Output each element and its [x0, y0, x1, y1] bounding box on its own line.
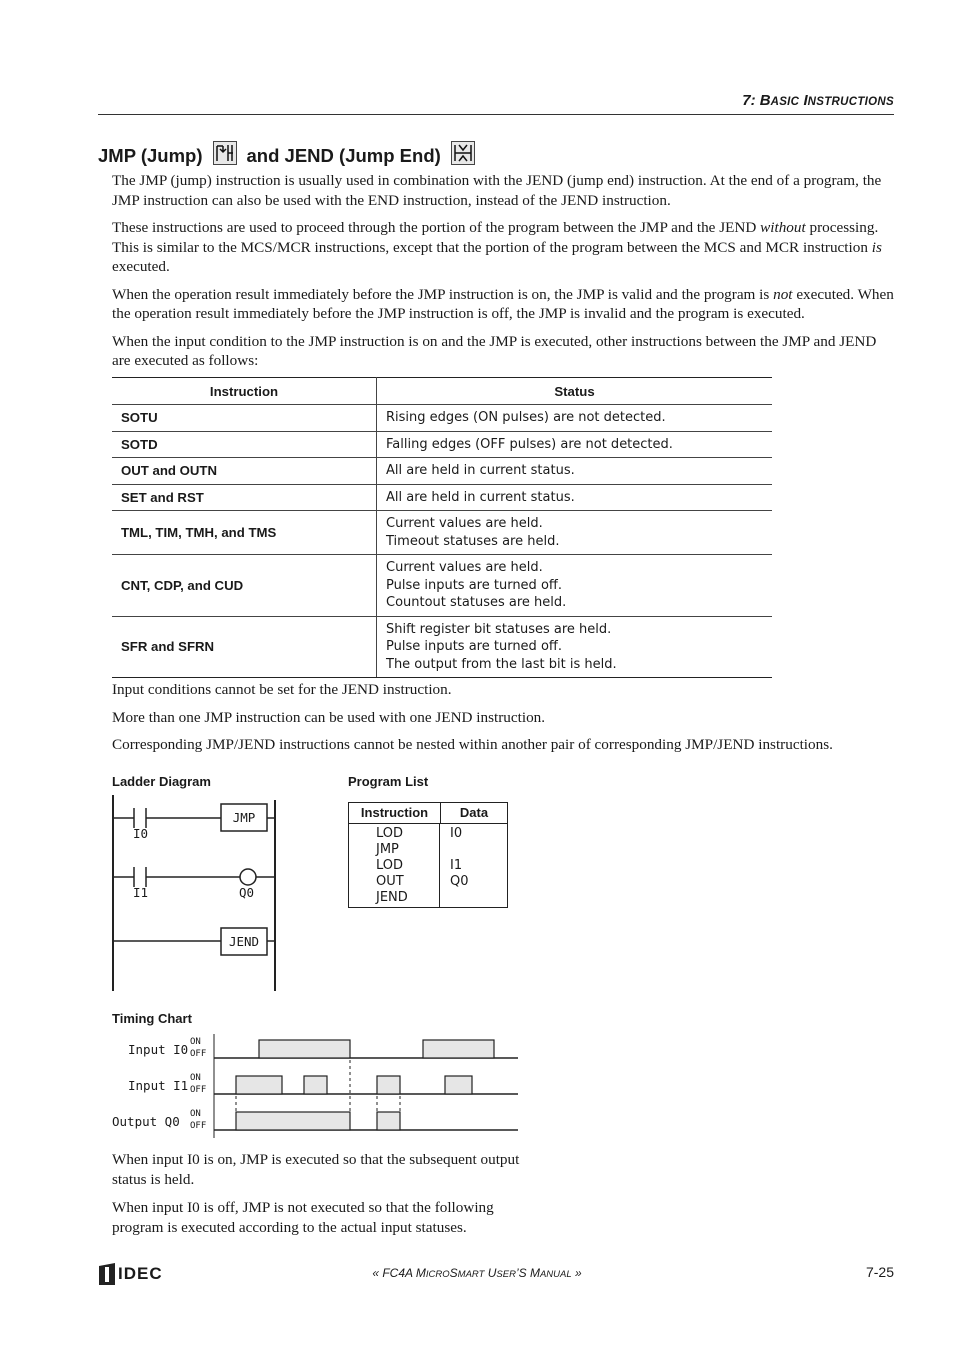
notes	[112, 680, 894, 763]
note-2: More than one JMP instruction can be used with one JEND instruction.	[112, 708, 546, 726]
table-cell-status	[377, 511, 773, 555]
note-1: Input conditions cannot be set for the JEND instruction.	[112, 681, 452, 698]
on-label: ON	[190, 1073, 201, 1083]
table-header-instruction: Instruction	[112, 378, 377, 405]
table-cell-instruction: SFR and SFRN	[112, 616, 377, 678]
program-list-body	[349, 824, 507, 907]
explanation-1: When input I0 is on, JMP is executed so that the subsequent output status is held.	[112, 1151, 520, 1188]
footer-title-part: ANUAL	[539, 1269, 572, 1280]
chapter-title-initial: B	[759, 92, 771, 109]
input-i0-pulse	[259, 1040, 350, 1058]
program-list-instruction: LOD	[376, 858, 404, 873]
footer-manual-title	[0, 1266, 954, 1280]
jmp-toolbar-icon	[213, 141, 237, 170]
p2-part-a: These instructions are used to proceed through the portion of the program between the JMP and the JEND	[112, 219, 761, 236]
p3-part-b: executed. When the operation result immediately before the JMP instruction is off, the JMP is invalid and the program is executed.	[112, 285, 894, 322]
explanations	[112, 1150, 522, 1246]
status-line: Pulse inputs are turned off.	[386, 577, 562, 593]
on-off-legend	[190, 1036, 206, 1060]
off-label: OFF	[190, 1085, 207, 1095]
p3-emphasis-not: not	[773, 285, 793, 303]
program-list-header-data: Data	[459, 805, 489, 820]
program-list-data	[450, 842, 507, 858]
contact-i0	[113, 808, 221, 828]
footer-title-part: U	[484, 1266, 497, 1280]
program-list-instruction-column	[349, 824, 440, 907]
footer-title-part: ’S M	[515, 1266, 540, 1280]
table-cell-status	[377, 405, 773, 432]
status-line: Pulse inputs are turned off.	[386, 639, 562, 654]
table-cell-status	[377, 555, 773, 617]
chapter-title-rest: ASIC	[770, 96, 800, 108]
table-cell-status	[377, 616, 773, 678]
header-rule	[98, 114, 894, 115]
footer-title-part: S	[449, 1266, 458, 1280]
program-list-data: Q0	[450, 874, 469, 889]
title-jmp: JMP (Jump)	[98, 144, 203, 166]
contact-i1-label: I1	[133, 885, 149, 900]
footer-title-part: « FC4A M	[372, 1266, 426, 1280]
p3-part-a: When the operation result immediately before the JMP instruction is on, the JMP is valid and the program is	[112, 285, 774, 303]
signal-label-input-i1: Input I1	[128, 1078, 189, 1093]
on-off-legend	[190, 1072, 206, 1096]
program-list-instruction: JMP	[376, 842, 399, 857]
section-title	[98, 141, 485, 170]
jend-box-label: JEND	[228, 934, 260, 949]
table-row	[112, 511, 772, 555]
chapter-title-initial2: I	[803, 92, 808, 109]
table-header-status: Status	[377, 378, 773, 405]
program-list-data: I1	[450, 858, 463, 873]
program-list-instruction: OUT	[376, 874, 404, 889]
footer-title-part: SER	[496, 1269, 516, 1280]
status-line: The output from the last bit is held.	[386, 656, 617, 672]
program-list-table	[348, 802, 508, 908]
paragraph-2	[112, 218, 894, 277]
table-row	[112, 555, 772, 617]
table-cell-instruction: SOTD	[112, 431, 377, 458]
jend-toolbar-icon	[451, 141, 475, 170]
status-line: Timeout statuses are held.	[386, 533, 560, 549]
off-label: OFF	[190, 1049, 207, 1059]
table-cell-instruction: SOTU	[112, 405, 377, 432]
output-q0-pulse	[377, 1112, 400, 1130]
status-line: Shift register bit statuses are held.	[386, 621, 612, 637]
program-list-instruction: JEND	[376, 890, 408, 905]
table-row	[112, 484, 772, 511]
input-i0-pulse	[423, 1040, 494, 1058]
timing-chart-label: Timing Chart	[112, 1011, 192, 1026]
footer-title-part: ICRO	[425, 1269, 450, 1280]
off-label: OFF	[190, 1121, 207, 1131]
instruction-status-table	[112, 377, 772, 678]
output-q0-pulse	[236, 1112, 350, 1130]
table-cell-instruction: CNT, CDP, and CUD	[112, 555, 377, 617]
coil-q0	[240, 869, 256, 885]
status-line: Current values are held.	[386, 560, 543, 575]
table-cell-instruction: TML, TIM, TMH, and TMS	[112, 511, 377, 555]
intro-text	[112, 171, 894, 379]
paragraph-1: The JMP (jump) instruction is usually used in combination with the JEND (jump end) instruction. At the end of a program, the JMP instruction can also be used with the END instruction, instead of the JEND instruction.	[112, 172, 882, 209]
table-cell-instruction: OUT and OUTN	[112, 458, 377, 485]
table-cell-status	[377, 431, 773, 458]
title-jend: and JEND (Jump End)	[246, 144, 441, 166]
status-line: Current values are held.	[386, 516, 543, 531]
program-list-header-instruction: Instruction	[349, 803, 441, 823]
program-list-data	[450, 890, 507, 906]
chapter-title-rest2: NSTRUCTIONS	[807, 96, 894, 108]
footer-title-part: MART	[457, 1269, 485, 1280]
status-line: All are held in current status.	[386, 463, 575, 478]
paragraph-3	[112, 285, 894, 324]
program-list-header	[349, 803, 507, 824]
p2-emphasis-is: is	[871, 238, 882, 256]
ladder-diagram-label: Ladder Diagram	[112, 774, 211, 789]
program-list-label: Program List	[348, 774, 429, 789]
signal-label-input-i0: Input I0	[128, 1042, 189, 1057]
input-i1-pulse	[445, 1076, 472, 1094]
status-line: Countout statuses are held.	[386, 595, 567, 610]
table-row	[112, 616, 772, 678]
table-row	[112, 431, 772, 458]
table-row	[112, 458, 772, 485]
table-header-row	[112, 378, 772, 405]
on-label: ON	[190, 1037, 201, 1047]
p2-part-b: processing. This is similar to the MCS/MCR instructions, except that the portion of the program between the MCS and MCR instruction	[112, 219, 879, 256]
program-list-data: I0	[450, 826, 463, 841]
chapter-number: 7:	[742, 92, 756, 109]
table-cell-status	[377, 484, 773, 511]
input-i1-pulse	[236, 1076, 282, 1094]
input-i1-pulse	[304, 1076, 327, 1094]
program-list-data-column	[440, 824, 507, 907]
idec-logo-text: IDEC	[118, 1264, 163, 1283]
table-cell-instruction: SET and RST	[112, 484, 377, 511]
chapter-header	[742, 92, 894, 109]
table-row	[112, 405, 772, 432]
program-list-instruction: LOD	[376, 826, 404, 841]
note-3: Corresponding JMP/JEND instructions cannot be nested within another pair of corresponding JMP/JEND instructions.	[112, 736, 833, 753]
input-i1-pulse	[377, 1076, 400, 1094]
coil-q0-label: Q0	[239, 885, 255, 900]
status-line: Rising edges (ON pulses) are not detected.	[386, 410, 666, 425]
timing-chart	[212, 1034, 522, 1138]
status-line: Falling edges (OFF pulses) are not detected.	[386, 436, 673, 452]
on-off-legend	[190, 1108, 206, 1132]
p2-part-c: executed.	[112, 258, 170, 275]
signal-label-output-q0: Output Q0	[112, 1114, 180, 1129]
table-cell-status	[377, 458, 773, 485]
footer-title-part: »	[571, 1266, 582, 1280]
contact-i0-label: I0	[133, 826, 149, 841]
explanation-2: When input I0 is off, JMP is not executed so that the following program is executed according to the actual input statuses.	[112, 1199, 494, 1236]
status-line: All are held in current status.	[386, 489, 575, 505]
contact-i1	[113, 867, 240, 887]
paragraph-4: When the input condition to the JMP instruction is on and the JMP is executed, other instructions between the JMP and JEND are executed as follows:	[112, 332, 877, 369]
jmp-box-label: JMP	[232, 810, 256, 825]
on-label: ON	[190, 1109, 201, 1119]
p2-emphasis-without: without	[760, 219, 806, 236]
page-number: 7-25	[865, 1264, 894, 1280]
